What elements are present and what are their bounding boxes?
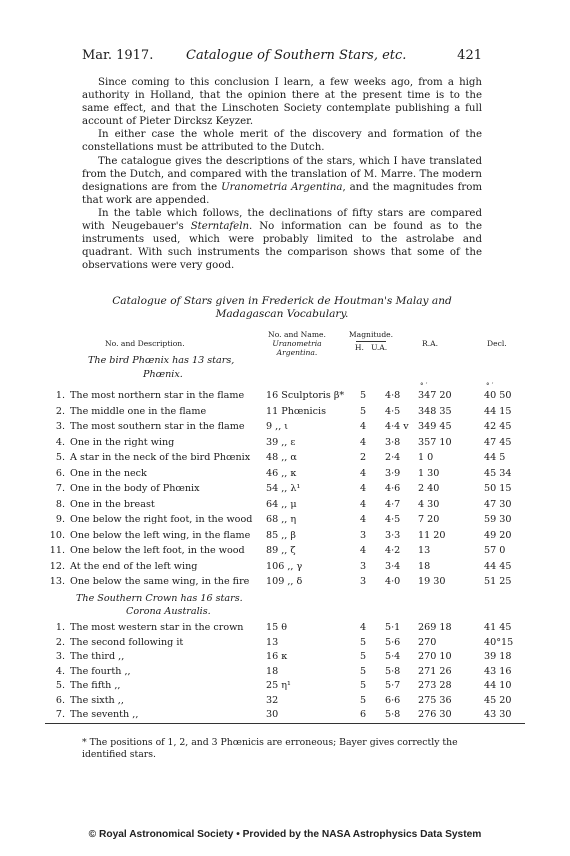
cell-ra: 271 26 xyxy=(418,665,452,677)
caption-line-1: Catalogue of Stars given in Frederick de Houtman's Malay and xyxy=(112,295,452,307)
table-row xyxy=(45,709,525,722)
cell-num: 13. xyxy=(49,576,65,587)
cell-num: 9. xyxy=(55,514,65,525)
col-header-uran-3: Argentina. xyxy=(276,348,318,357)
dec-unit-marks: ° ′ xyxy=(486,382,494,390)
p4-italic: Sterntafeln xyxy=(190,221,250,233)
cell-desc: The second following it xyxy=(70,636,184,648)
cell-desc: The most western star in the crown xyxy=(70,622,244,633)
cell-h: 5 xyxy=(359,694,367,706)
cell-h: 6 xyxy=(359,709,367,720)
table-row xyxy=(45,680,525,693)
body-text xyxy=(82,76,482,272)
cell-ua: 3·3 xyxy=(385,529,401,541)
cell-dec: 40°15 xyxy=(484,636,514,648)
p4-text: In the table which follows, the declinations of fifty stars are compared with Neugebauer's xyxy=(82,207,482,233)
cell-dec: 40 50 xyxy=(484,390,512,401)
table-row xyxy=(45,452,525,465)
cell-num: 7. xyxy=(55,709,65,720)
cell-ra: 18 xyxy=(418,560,431,572)
col-header-ua: U.A. xyxy=(371,343,388,352)
cell-h: 4 xyxy=(359,467,367,479)
table-row xyxy=(45,390,525,403)
cell-desc: One in the breast xyxy=(70,498,155,510)
cell-h: 2 xyxy=(359,452,367,463)
table-row xyxy=(45,637,525,650)
cell-num: 3. xyxy=(55,421,65,432)
cell-h: 5 xyxy=(359,390,367,401)
table-row xyxy=(45,651,525,664)
table-row xyxy=(45,483,525,496)
cell-dec: 45 34 xyxy=(484,467,512,479)
col-header-uran-2: Uranometria xyxy=(272,339,322,348)
table-row xyxy=(45,530,525,543)
cell-ua: 3·8 xyxy=(385,436,401,448)
paragraph-4 xyxy=(82,207,482,272)
cell-uran: 18 xyxy=(266,665,279,677)
cell-num: 5. xyxy=(55,452,65,463)
cell-h: 3 xyxy=(359,560,367,572)
cell-ra: 347 20 xyxy=(418,390,452,401)
cell-num: 12. xyxy=(49,560,65,572)
cell-uran: 16 Sculptoris β* xyxy=(266,390,345,401)
cell-num: 8. xyxy=(55,498,65,510)
cell-ra: 270 10 xyxy=(418,651,452,662)
col-header-ra: R.A. xyxy=(422,339,439,348)
cell-h: 4 xyxy=(359,498,367,510)
cell-num: 2. xyxy=(55,405,65,417)
cell-desc: One in the right wing xyxy=(70,436,175,448)
cell-uran: 64 ,, μ xyxy=(266,498,297,510)
cell-num: 3. xyxy=(55,651,65,662)
cell-h: 3 xyxy=(359,529,367,541)
cell-ra: 270 xyxy=(418,636,437,648)
table-row xyxy=(45,666,525,679)
cell-ua: 5·6 xyxy=(385,636,401,648)
cell-dec: 44 10 xyxy=(484,680,512,691)
cell-ra: 1 0 xyxy=(418,452,434,463)
cell-num: 11. xyxy=(49,545,65,556)
cell-desc: One below the left foot, in the wood xyxy=(70,545,245,556)
cell-ua: 5·1 xyxy=(385,622,401,633)
copyright-notice: © Royal Astronomical Society • Provided by the NASA Astrophysics Data System xyxy=(88,829,482,840)
cell-desc: At the end of the left wing xyxy=(70,560,198,572)
cell-h: 5 xyxy=(359,665,367,677)
group-phoenix-name: Phœnix. xyxy=(143,369,183,380)
cell-desc: The middle one in the flame xyxy=(70,405,207,417)
cell-ra: 7 20 xyxy=(418,514,440,525)
cell-desc: The most northern star in the flame xyxy=(70,390,245,401)
cell-dec: 45 20 xyxy=(484,694,512,706)
cell-h: 3 xyxy=(359,576,367,587)
cell-ra: 269 18 xyxy=(418,622,452,633)
col-header-uran xyxy=(262,330,332,357)
cell-ua: 4·0 xyxy=(385,576,401,587)
cell-uran: 25 η¹ xyxy=(266,680,291,691)
table-row xyxy=(45,421,525,434)
cell-desc: The third ,, xyxy=(70,651,125,662)
cell-uran: 106 ,, γ xyxy=(266,560,303,572)
table-row xyxy=(45,468,525,481)
cell-ua: 4·4 v xyxy=(385,421,409,432)
cell-uran: 30 xyxy=(266,709,279,720)
header-date: Mar. 1917. xyxy=(82,48,154,63)
table-row xyxy=(45,622,525,635)
cell-dec: 43 30 xyxy=(484,709,512,720)
cell-desc: The fifth ,, xyxy=(70,680,121,691)
cell-num: 4. xyxy=(55,665,65,677)
cell-uran: 48 ,, α xyxy=(266,452,297,463)
cell-ua: 6·6 xyxy=(385,694,401,706)
cell-num: 5. xyxy=(55,680,65,691)
cell-uran: 109 ,, δ xyxy=(266,576,303,587)
cell-ua: 4·8 xyxy=(385,390,401,401)
col-header-mag-title: Magnitude. xyxy=(348,330,394,339)
cell-ra: 19 30 xyxy=(418,576,446,587)
table-row xyxy=(45,561,525,574)
cell-ra: 276 30 xyxy=(418,709,452,720)
table-row xyxy=(45,499,525,512)
cell-ua: 5·8 xyxy=(385,709,401,720)
cell-dec: 47 45 xyxy=(484,436,512,448)
table-bottom-rule xyxy=(45,723,525,724)
cell-uran: 39 ,, ε xyxy=(266,436,296,448)
cell-desc: One in the body of Phœnix xyxy=(70,483,200,494)
p3-italic: Uranometria Argentina xyxy=(221,181,343,193)
cell-uran: 11 Phœnicis xyxy=(266,405,326,417)
cell-h: 4 xyxy=(359,483,367,494)
cell-dec: 43 16 xyxy=(484,665,512,677)
cell-desc: One in the neck xyxy=(70,467,147,479)
cell-ra: 2 40 xyxy=(418,483,440,494)
cell-dec: 47 30 xyxy=(484,498,512,510)
cell-uran: 46 ,, κ xyxy=(266,467,297,479)
cell-uran: 54 ,, λ¹ xyxy=(266,483,301,494)
cell-h: 4 xyxy=(359,436,367,448)
cell-ua: 4·5 xyxy=(385,405,401,417)
cell-ra: 275 36 xyxy=(418,694,452,706)
cell-num: 1. xyxy=(55,390,65,401)
ra-unit-marks: ° ′ xyxy=(420,382,428,390)
cell-num: 10. xyxy=(49,529,65,541)
group-phoenix-title: The bird Phœnix has 13 stars, xyxy=(88,355,235,366)
cell-uran: 16 κ xyxy=(266,651,288,662)
cell-ra: 4 30 xyxy=(418,498,440,510)
p3-text: The catalogue gives the descriptions of the stars, which I have translated from the Dutch, and compared with the translation of M. Marre. The modern designations are from the xyxy=(82,155,482,193)
cell-dec: 42 45 xyxy=(484,421,512,432)
cell-ua: 5·7 xyxy=(385,680,401,691)
cell-ra: 13 xyxy=(418,545,431,556)
cell-uran: 13 xyxy=(266,636,279,648)
cell-ua: 5·4 xyxy=(385,651,401,662)
cell-uran: 89 ,, ζ xyxy=(266,545,296,556)
table-row xyxy=(45,514,525,527)
cell-num: 6. xyxy=(55,694,65,706)
table-caption xyxy=(82,295,482,321)
cell-dec: 44 5 xyxy=(484,452,506,463)
cell-ra: 11 20 xyxy=(418,529,446,541)
cell-dec: 51 25 xyxy=(484,576,512,587)
caption-line-2: Madagascan Vocabulary. xyxy=(215,308,349,320)
cell-desc: One below the same wing, in the fire xyxy=(70,576,250,587)
cell-ra: 348 35 xyxy=(418,405,452,417)
cell-h: 5 xyxy=(359,405,367,417)
cell-ua: 2·4 xyxy=(385,452,401,463)
table-row xyxy=(45,695,525,708)
cell-dec: 41 45 xyxy=(484,622,512,633)
p3-text-end: , and the magnitudes from that work are appended. xyxy=(82,181,483,206)
cell-uran: 85 ,, β xyxy=(266,529,296,541)
cell-desc: The most southern star in the flame xyxy=(70,421,245,432)
cell-num: 1. xyxy=(55,622,65,633)
paragraph-1: Since coming to this conclusion I learn, a few weeks ago, from a high authority in Holland, that the opinion there at the present time is to the same effect, and that the Linschoten Society contemplate publishing a full account of Pieter Dircksz Keyzer. xyxy=(82,77,482,128)
cell-dec: 57 0 xyxy=(484,545,506,556)
cell-ua: 4·7 xyxy=(385,498,401,510)
cell-num: 6. xyxy=(55,467,65,479)
cell-ua: 4·2 xyxy=(385,545,401,556)
cell-dec: 49 20 xyxy=(484,529,512,541)
col-header-mag xyxy=(348,330,394,352)
cell-ua: 3·9 xyxy=(385,467,401,479)
cell-h: 4 xyxy=(359,622,367,633)
table-row xyxy=(45,406,525,419)
cell-desc: The fourth ,, xyxy=(70,665,131,677)
cell-h: 4 xyxy=(359,514,367,525)
cell-ua: 4·6 xyxy=(385,483,401,494)
cell-dec: 50 15 xyxy=(484,483,512,494)
cell-desc: One below the right foot, in the wood xyxy=(70,514,253,525)
cell-dec: 39 18 xyxy=(484,651,512,662)
col-header-uran-1: No. and Name. xyxy=(268,330,326,339)
footnote: * The positions of 1, 2, and 3 Phœnicis are erroneous; Bayer gives correctly the identified stars. xyxy=(82,737,458,760)
cell-num: 4. xyxy=(55,436,65,448)
p4-text-end: . No information can be found as to the instruments used, which were probably limited to the astrolabe and quadrant. With such instruments the comparison shows that some of the observations were very good. xyxy=(82,221,483,272)
cell-num: 7. xyxy=(55,483,65,494)
group-corona-name: Corona Australis. xyxy=(126,606,211,617)
paragraph-2: In either case the whole merit of the discovery and formation of the constellations must be attributed to the Dutch. xyxy=(82,129,482,154)
header-title: Catalogue of Southern Stars, etc. xyxy=(186,48,407,63)
cell-desc: The seventh ,, xyxy=(70,709,139,720)
cell-h: 4 xyxy=(359,545,367,556)
cell-ua: 3·4 xyxy=(385,560,401,572)
cell-h: 5 xyxy=(359,636,367,648)
cell-ra: 349 45 xyxy=(418,421,452,432)
cell-ua: 4·5 xyxy=(385,514,401,525)
cell-ua: 5·8 xyxy=(385,665,401,677)
cell-ra: 273 28 xyxy=(418,680,452,691)
cell-uran: 32 xyxy=(266,694,279,706)
table-row xyxy=(45,437,525,450)
cell-uran: 68 ,, η xyxy=(266,514,297,525)
cell-desc: One below the left wing, in the flame xyxy=(70,529,251,541)
cell-ra: 1 30 xyxy=(418,467,440,479)
cell-h: 5 xyxy=(359,651,367,662)
cell-h: 5 xyxy=(359,680,367,691)
cell-desc: A star in the neck of the bird Phœnix xyxy=(70,452,251,463)
col-header-desc: No. and Description. xyxy=(105,339,185,348)
table-row xyxy=(45,576,525,589)
col-header-h: H. xyxy=(354,343,364,352)
cell-dec: 59 30 xyxy=(484,514,512,525)
cell-uran: 9 ,, ι xyxy=(266,421,289,432)
cell-ra: 357 10 xyxy=(418,436,452,448)
cell-h: 4 xyxy=(359,421,367,432)
cell-uran: 15 θ xyxy=(266,622,288,633)
col-header-dec: Decl. xyxy=(487,339,507,348)
group-corona-title: The Southern Crown has 16 stars. xyxy=(76,593,243,604)
cell-dec: 44 45 xyxy=(484,560,512,572)
cell-dec: 44 15 xyxy=(484,405,512,417)
page-number: 421 xyxy=(457,48,482,63)
table-row xyxy=(45,545,525,558)
paragraph-3 xyxy=(82,155,482,207)
cell-desc: The sixth ,, xyxy=(70,694,124,706)
cell-num: 2. xyxy=(55,636,65,648)
